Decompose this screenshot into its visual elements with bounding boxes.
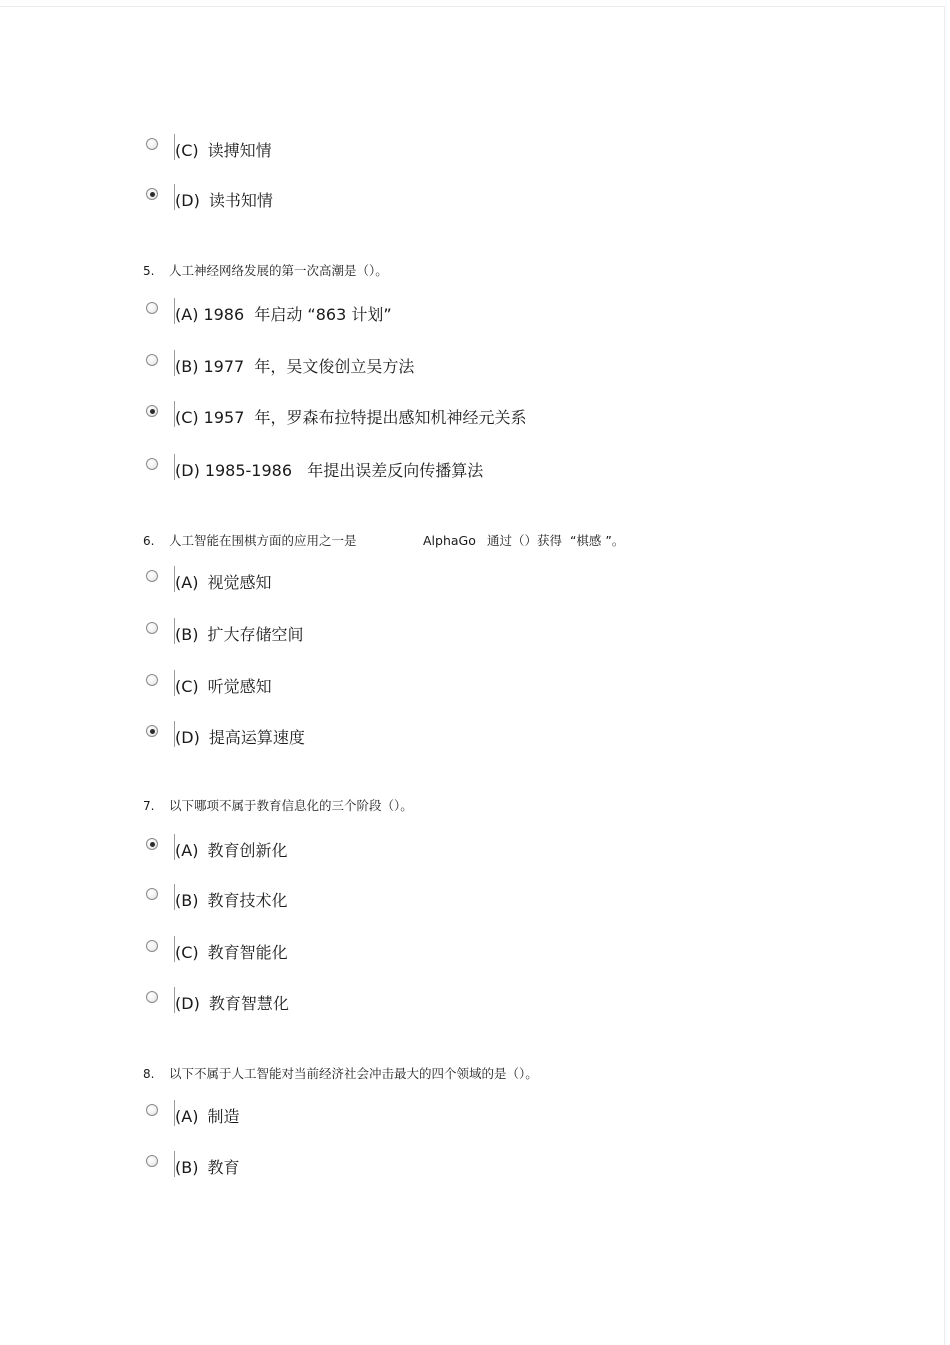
option-label [175,357,414,377]
option-label [175,1107,239,1127]
radio-button[interactable] [146,405,158,417]
option-text: 读书知情 [208,191,273,210]
question-term: AlphaGo [423,533,476,548]
option-label [175,1158,239,1178]
question-number: 8. [143,1067,155,1081]
option-label [175,728,305,748]
option-label [175,461,483,481]
option-text: 提高运算速度 [208,728,305,747]
question-text: 人工神经网络发展的第一次高潮是（）。 [169,263,388,278]
option-text: 1985-1986 年提出误差反向传播算法 [204,461,484,480]
option-label [175,305,392,325]
option-letter: (B) [175,891,199,910]
question-text: 人工智能在围棋方面的应用之一是 [169,533,357,548]
radio-button[interactable] [146,838,158,850]
option-label [175,573,271,593]
radio-button[interactable] [146,622,158,634]
radio-button[interactable] [146,940,158,952]
option-letter: (B) [175,1158,199,1177]
radio-button[interactable] [146,725,158,737]
option-letter: (A) [175,573,199,592]
option-label [175,625,303,645]
option-letter: (A) [175,841,199,860]
option-text: 教育创新化 [207,841,288,860]
radio-button[interactable] [146,991,158,1003]
question-text: 以下不属于人工智能对当前经济社会冲击最大的四个领域的是（）。 [169,1066,538,1081]
option-letter: (A) [175,305,199,324]
radio-button[interactable] [146,1155,158,1167]
radio-button[interactable] [146,354,158,366]
option-label [175,994,289,1014]
radio-button[interactable] [146,674,158,686]
option-text: 视觉感知 [207,573,272,592]
option-text: 教育 [207,1158,240,1177]
page-top-border [0,6,944,7]
option-letter: (D) [175,461,200,480]
option-letter: (D) [175,728,200,747]
question-text: 以下哪项不属于教育信息化的三个阶段（）。 [169,798,413,813]
option-text: 1977 年，吴文俊创立吴方法 [203,357,415,376]
option-text: 教育智慧化 [208,994,289,1013]
page-right-border [944,6,945,1345]
option-text: 读搏知情 [207,141,272,160]
option-text: 教育智能化 [207,943,288,962]
question-number: 6. [143,534,155,548]
option-label [175,891,287,911]
option-text: 扩大存储空间 [207,625,304,644]
option-label [175,943,288,963]
radio-button[interactable] [146,570,158,582]
radio-button[interactable] [146,458,158,470]
option-label [175,408,527,428]
radio-button[interactable] [146,1104,158,1116]
option-label [175,677,272,697]
option-letter: (D) [175,994,200,1013]
radio-button[interactable] [146,302,158,314]
option-label [175,841,287,861]
option-letter: (D) [175,191,200,210]
question-number: 7. [143,799,155,813]
option-text: 1986 年启动 “863 计划” [203,305,392,324]
option-letter: (B) [175,625,199,644]
radio-button[interactable] [146,888,158,900]
option-letter: (C) [175,141,199,160]
option-letter: (C) [175,943,199,962]
question-number: 5. [143,264,155,278]
question-text-continued: 通过（）获得 “棋感 ”。 [487,533,625,548]
option-letter: (C) [175,677,199,696]
option-letter: (B) [175,357,199,376]
option-text: 听觉感知 [207,677,272,696]
radio-button[interactable] [146,188,158,200]
option-text: 教育技术化 [207,891,288,910]
option-text: 1957 年，罗森布拉特提出感知机神经元关系 [203,408,527,427]
option-letter: (A) [175,1107,199,1126]
option-label [175,141,272,161]
radio-button[interactable] [146,138,158,150]
option-letter: (C) [175,408,199,427]
option-label [175,191,273,211]
option-text: 制造 [207,1107,240,1126]
